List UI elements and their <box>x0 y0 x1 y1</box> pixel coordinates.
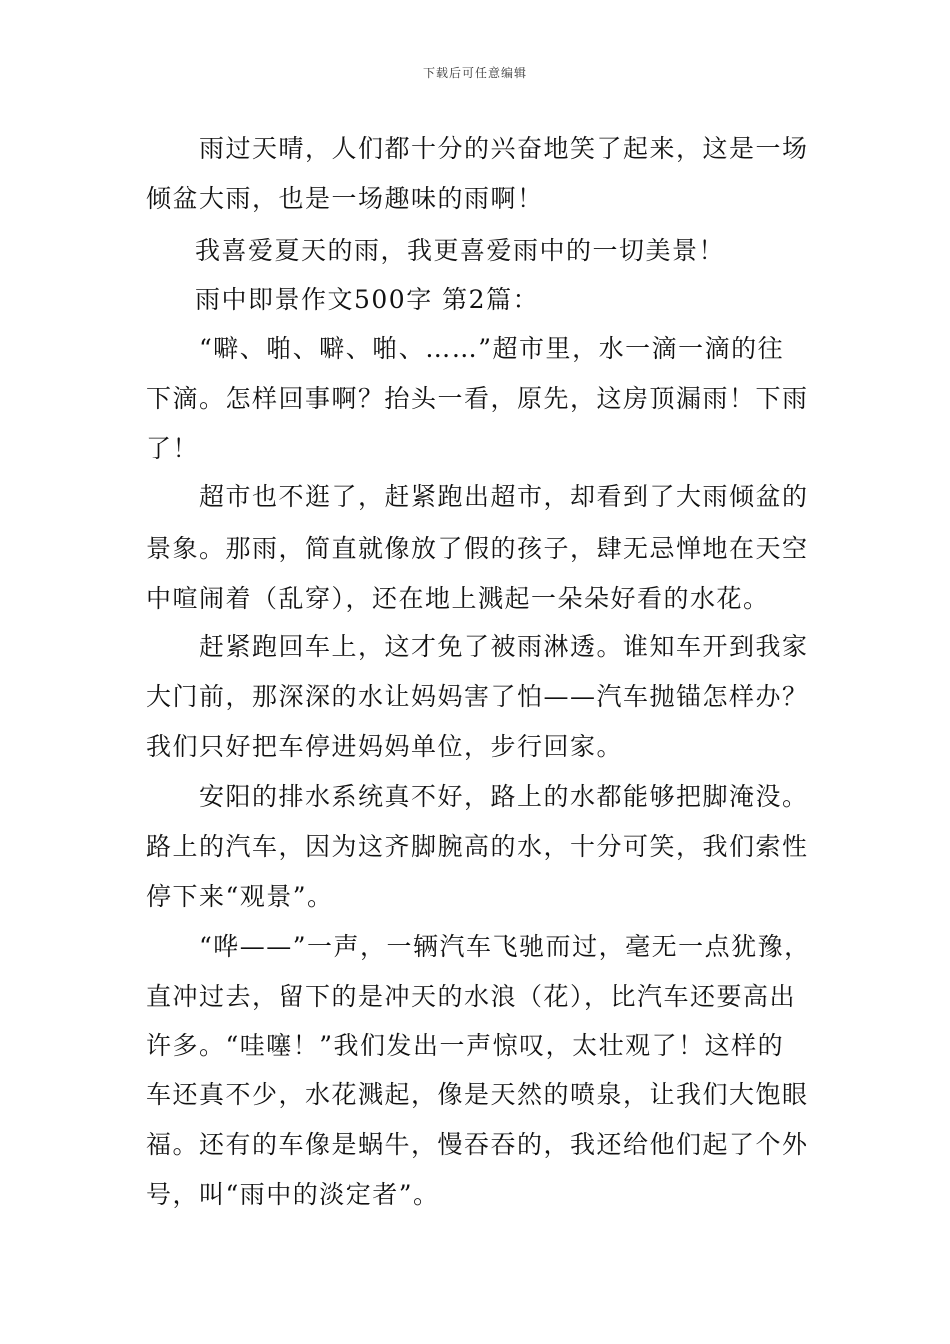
text-line: 福。还有的车像是蜗牛，慢吞吞的，我还给他们起了个外 <box>146 1130 809 1159</box>
section-heading: 雨中即景作文500字 第2篇： <box>195 285 540 314</box>
text-line: 我喜爱夏天的雨，我更喜爱雨中的一切美景！ <box>195 236 726 265</box>
text-line: “哗——”一声，一辆汽车飞驰而过，毫无一点犹豫， <box>199 932 811 961</box>
text-line: 下滴。怎样回事啊？抬头一看，原先，这房顶漏雨！下雨 <box>146 384 809 413</box>
text-line: “噼、啪、噼、啪、……”超市里，水一滴一滴的往 <box>199 334 785 363</box>
text-line: 赶紧跑回车上，这才免了被雨淋透。谁知车开到我家 <box>199 632 809 661</box>
text-line: 超市也不逛了，赶紧跑出超市，却看到了大雨倾盆的 <box>199 482 809 511</box>
text-line: 倾盆大雨，也是一场趣味的雨啊！ <box>146 184 544 213</box>
text-line: 中喧闹着（乱穿），还在地上溅起一朵朵好看的水花。 <box>146 584 770 613</box>
text-line: 景象。那雨，简直就像放了假的孩子，肆无忌惮地在天空 <box>146 534 809 563</box>
page-header-note: 下载后可任意编辑 <box>422 66 527 80</box>
text-line: 许多。“哇噻！”我们发出一声惊叹，太壮观了！这样的 <box>146 1031 785 1060</box>
text-line: 车还真不少，水花溅起，像是天然的喷泉，让我们大饱眼 <box>146 1080 809 1109</box>
text-line: 我们只好把车停进妈妈单位，步行回家。 <box>146 732 624 761</box>
text-line: 号，叫“雨中的淡定者”。 <box>146 1180 440 1209</box>
text-line: 了！ <box>146 434 200 463</box>
text-line: 直冲过去，留下的是冲天的水浪（花），比汽车还要高出 <box>146 982 797 1011</box>
text-line: 安阳的排水系统真不好，路上的水都能够把脚淹没。 <box>199 782 809 811</box>
text-line: 大门前，那深深的水让妈妈害了怕——汽车抛锚怎样办？ <box>146 682 809 711</box>
text-line: 雨过天晴，人们都十分的兴奋地笑了起来，这是一场 <box>199 134 809 163</box>
text-line: 路上的汽车，因为这齐脚腕高的水，十分可笑，我们索性 <box>146 832 809 861</box>
text-line: 停下来“观景”。 <box>146 882 334 911</box>
